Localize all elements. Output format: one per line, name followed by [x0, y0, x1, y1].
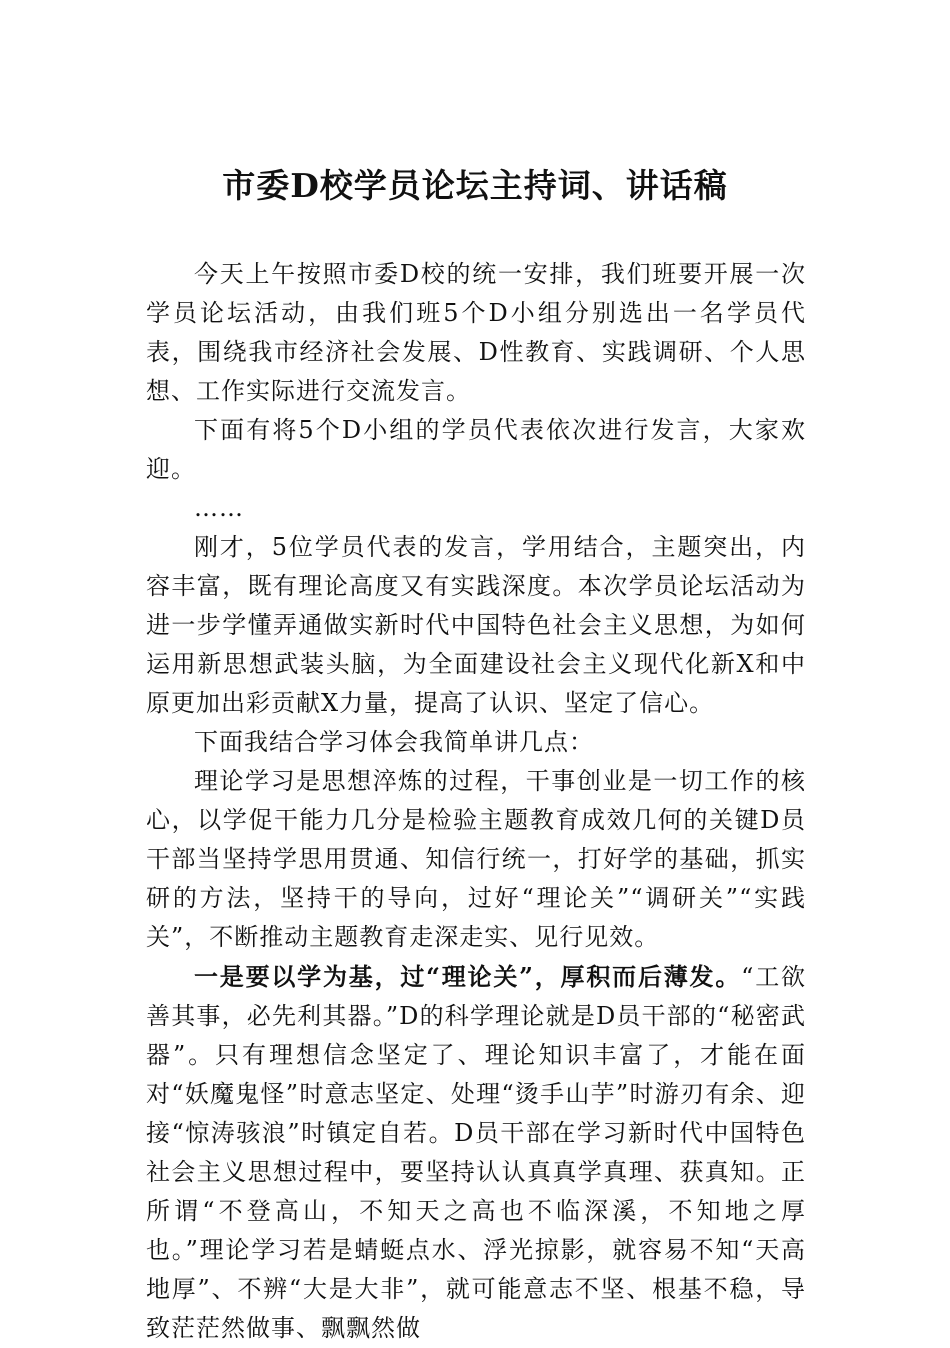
- paragraph-lead-heading: 一是要以学为基，过“理论关”，厚积而后薄发。: [194, 962, 742, 991]
- document-title: 市委D校学员论坛主持词、讲话稿: [222, 166, 728, 205]
- paragraph-text: ……: [194, 494, 244, 522]
- paragraph-text: 理论学习是思想淬炼的过程，干事创业是一切工作的核心，以学促干能力几分是检验主题教育成效几何的关键D员干部当坚持学思用贯通、知信行统一，打好学的基础，抓实研的方法，坚持干的导向，过好“理论关”“调研关”“实践关”，不断推动主题教育走深走实、见行见效。: [146, 767, 806, 951]
- paragraph-text: 下面我结合学习体会我简单讲几点：: [194, 728, 594, 756]
- paragraph-intro: [146, 255, 806, 411]
- paragraph-summary: [146, 528, 806, 723]
- paragraph-text: 下面有将5个D小组的学员代表依次进行发言，大家欢迎。: [146, 416, 806, 483]
- document-body: [146, 255, 806, 1348]
- paragraph-theory: [146, 762, 806, 957]
- paragraph-transition: [146, 723, 806, 762]
- paragraph-ellipsis: [146, 489, 806, 528]
- paragraph-text: “工欲善其事，必先利其器。”D的科学理论就是D员干部的“秘密武器”。只有理想信念坚定了、理论知识丰富了，才能在面对“妖魔鬼怪”时意志坚定、处理“烫手山芋”时游刃有余、迎接“惊涛骇浪”时镇定自若。D员干部在学习新时代中国特色社会主义思想过程中，要坚持认认真真学真理、获真知。正所谓“不登高山，不知天之高也不临深溪，不知地之厚也。”理论学习若是蜻蜓点水、浮光掠影，就容易不知“天高地厚”、不辨“大是大非”，就可能意志不坚、根基不稳，导致茫茫然做事、飘飘然做: [146, 963, 806, 1342]
- paragraph-point-one: [146, 957, 806, 1348]
- paragraph-welcome: [146, 411, 806, 489]
- paragraph-text: 今天上午按照市委D校的统一安排，我们班要开展一次学员论坛活动，由我们班5个D小组分别选出一名学员代表，围绕我市经济社会发展、D性教育、实践调研、个人思想、工作实际进行交流发言。: [146, 260, 806, 405]
- paragraph-text: 刚才，5位学员代表的发言，学用结合，主题突出，内容丰富，既有理论高度又有实践深度。本次学员论坛活动为进一步学懂弄通做实新时代中国特色社会主义思想，为如何运用新思想武装头脑，为全面建设社会主义现代化新X和中原更加出彩贡献X力量，提高了认识、坚定了信心。: [146, 533, 806, 717]
